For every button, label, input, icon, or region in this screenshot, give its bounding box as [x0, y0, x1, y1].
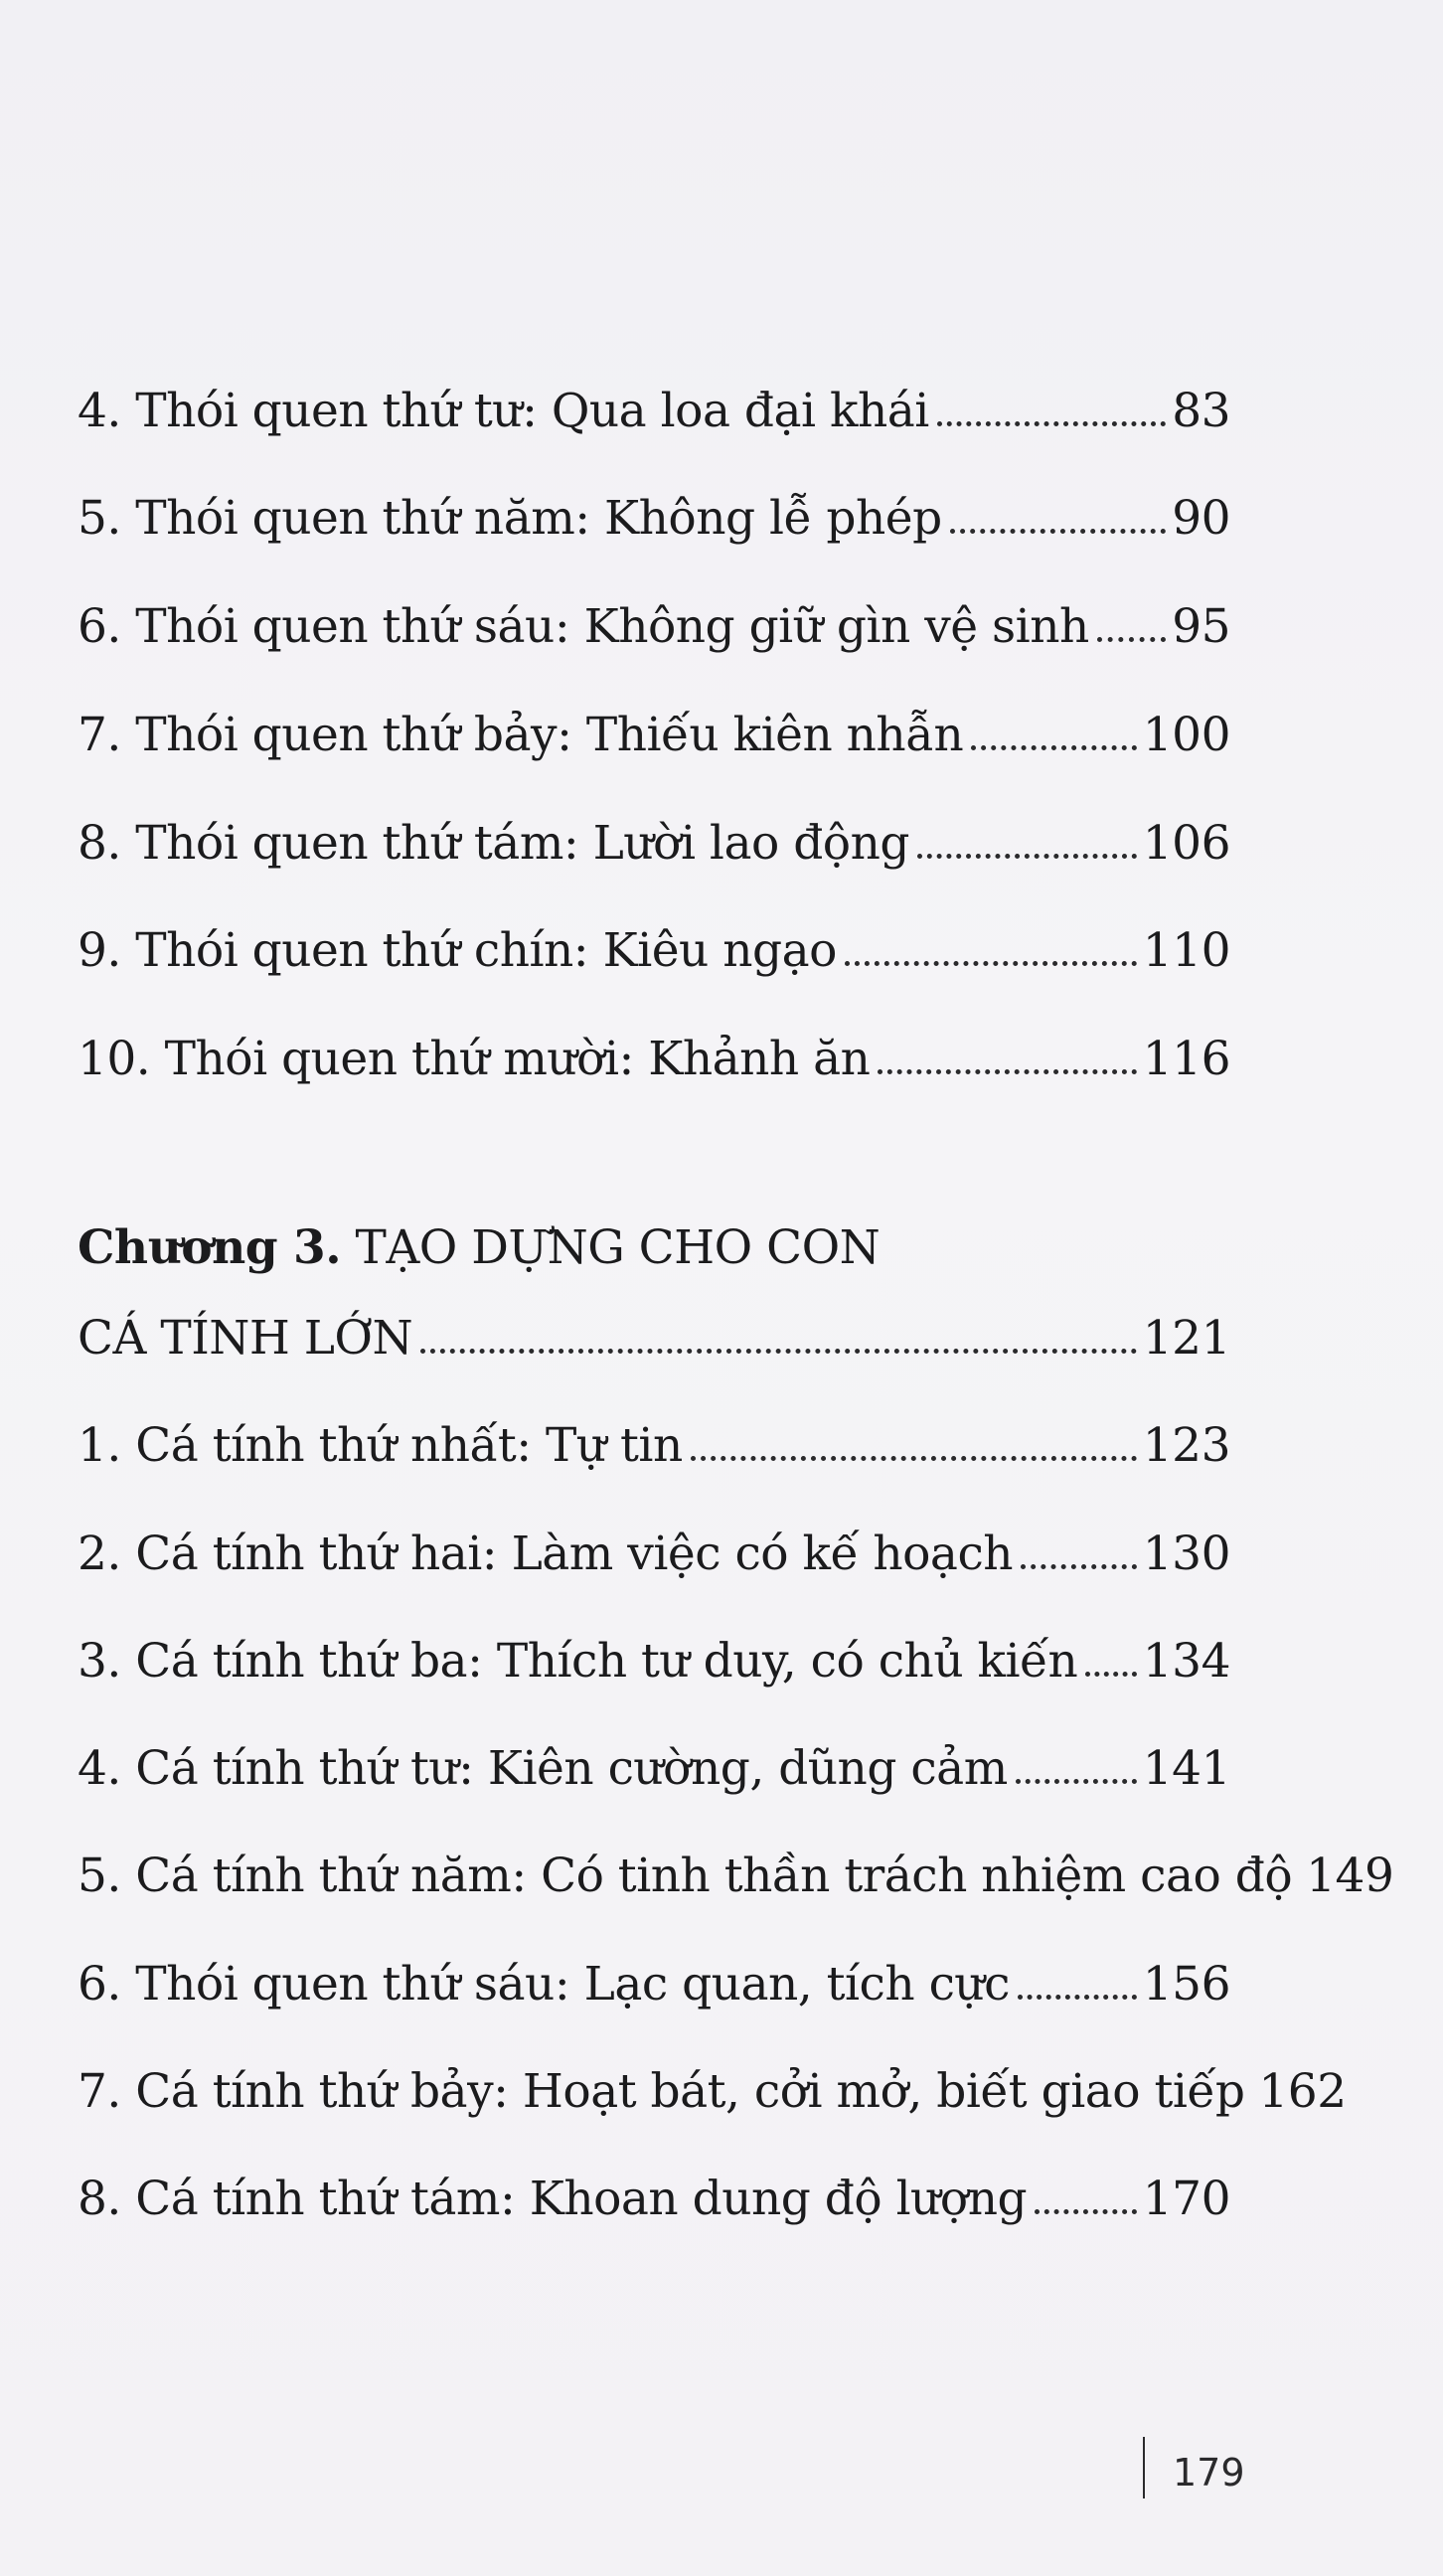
toc-entry-page: 83 [1172, 384, 1230, 438]
toc-entry-title: 6. Thói quen thứ sáu: Lạc quan, tích cực [78, 1957, 1010, 2012]
dot-leader [971, 744, 1137, 750]
toc-entry-title: 4. Cá tính thứ tư: Kiên cường, dũng cảm [78, 1741, 1008, 1796]
dot-leader [937, 420, 1166, 426]
toc-entry [78, 1498, 1230, 1581]
toc-entry-title: 7. Thói quen thứ bảy: Thiếu kiên nhẫn [78, 708, 964, 762]
dot-leader [1085, 1671, 1137, 1677]
toc-entry [78, 1928, 1230, 2012]
toc-entry-title: 5. Thói quen thứ năm: Không lễ phép [78, 491, 942, 546]
dot-leader [878, 1068, 1136, 1074]
toc-entry [78, 894, 1230, 978]
toc-entry-title: 8. Cá tính thứ tám: Khoan dung độ lượng [78, 2172, 1028, 2226]
toc-entry-title: 4. Thói quen thứ tư: Qua loa đại khái [78, 384, 929, 438]
toc-entry-page: 123 [1142, 1418, 1230, 1473]
toc-entry [78, 570, 1230, 654]
toc-entry [78, 1820, 1394, 1903]
dot-leader [1035, 2208, 1137, 2214]
toc-entry-page: 95 [1172, 599, 1230, 654]
dot-leader [420, 1348, 1137, 1354]
toc-entry-page: 170 [1142, 2172, 1230, 2226]
chapter-entry [78, 1282, 1230, 1366]
toc-entry-page: 106 [1142, 816, 1230, 871]
dot-leader [1097, 636, 1166, 642]
dot-leader [691, 1455, 1137, 1461]
chapter-page: 121 [1142, 1311, 1230, 1366]
toc-entry-page: 162 [1258, 2064, 1347, 2119]
toc-entry-page: 149 [1306, 1849, 1394, 1903]
toc-entry-page: 110 [1142, 923, 1230, 978]
page-number: 179 [1173, 2451, 1245, 2495]
footer-divider [1143, 2437, 1145, 2498]
toc-entry-page: 116 [1142, 1032, 1230, 1086]
toc-entry [78, 2143, 1230, 2226]
toc-entry-title: 8. Thói quen thứ tám: Lười lao động [78, 816, 909, 871]
toc-entry [78, 1605, 1230, 1689]
toc-entry-page: 134 [1142, 1634, 1230, 1689]
toc-entry-page: 156 [1142, 1957, 1230, 2012]
chapter-title-line2: CÁ TÍNH LỚN [78, 1311, 413, 1366]
toc-entry-page: 100 [1142, 708, 1230, 762]
toc-entry [78, 1389, 1230, 1473]
toc-entry [78, 2035, 1347, 2119]
toc-entry-page: 130 [1142, 1527, 1230, 1581]
chapter-label: Chương 3. [78, 1220, 342, 1275]
chapter-heading [78, 1220, 1230, 1275]
dot-leader [845, 960, 1137, 966]
toc-entry [78, 787, 1230, 871]
dot-leader [1018, 1994, 1137, 2000]
toc-entry [78, 1003, 1230, 1086]
toc-entry-title: 10. Thói quen thứ mười: Khảnh ăn [78, 1032, 871, 1086]
toc-entry [78, 679, 1230, 762]
toc-entry-title: 9. Thói quen thứ chín: Kiêu ngạo [78, 923, 837, 978]
dot-leader [950, 528, 1167, 534]
toc-entry-title: 5. Cá tính thứ năm: Có tinh thần trách nhiệm cao độ [78, 1849, 1293, 1903]
toc-entry-title: 6. Thói quen thứ sáu: Không giữ gìn vệ sinh [78, 599, 1089, 654]
dot-leader [1016, 1778, 1137, 1784]
toc-entry-title: 1. Cá tính thứ nhất: Tự tin [78, 1418, 683, 1473]
toc-entry-page: 90 [1172, 491, 1230, 546]
chapter-title-line1: TẠO DỰNG CHO CON [355, 1220, 881, 1275]
toc-entry-title: 2. Cá tính thứ hai: Làm việc có kế hoạch [78, 1527, 1014, 1581]
toc-entry [78, 1712, 1230, 1796]
toc-entry-title: 3. Cá tính thứ ba: Thích tư duy, có chủ kiến [78, 1634, 1078, 1689]
toc-entry [78, 462, 1230, 546]
dot-leader [1021, 1563, 1137, 1569]
toc-entry-title: 7. Cá tính thứ bảy: Hoạt bát, cởi mở, biết giao tiếp [78, 2064, 1245, 2119]
dot-leader [917, 853, 1137, 859]
toc-entry [78, 355, 1230, 438]
toc-entry-page: 141 [1142, 1741, 1230, 1796]
